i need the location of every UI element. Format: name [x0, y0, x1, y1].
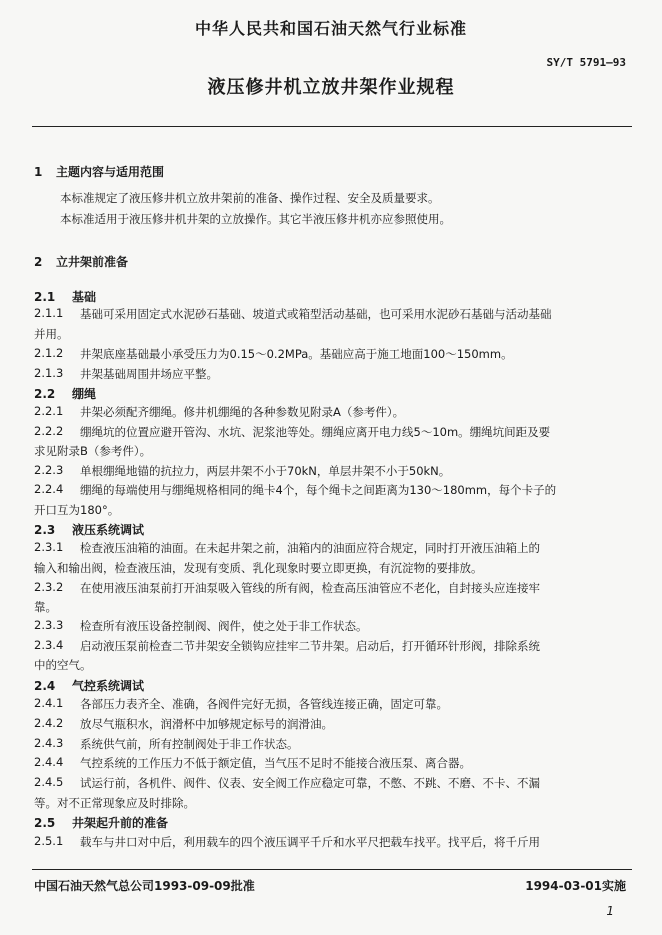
subsection-title: 气控系统调试 [72, 679, 145, 693]
clause-number: 2.2.3 [34, 463, 64, 477]
clause-2-2-2 [34, 424, 626, 440]
footer-divider [32, 869, 632, 870]
clause-number: 2.2.2 [34, 424, 64, 438]
clause-text: 单根绷绳地锚的抗拉力，两层井架不小于70kN，单层井架不小于50kN。 [80, 464, 451, 478]
clause-line-1: 绷绳的每端使用与绷绳规格相同的绳卡4个，每个绳卡之间距离为130～180mm，每个卡子的 [80, 483, 557, 497]
clause-text: 各部压力表齐全、准确，各阀件完好无损，各管线连接正确，固定可靠。 [80, 697, 448, 711]
clause-text: 井架基础周围井场应平整。 [80, 367, 218, 381]
clause-2-3-3 [34, 618, 626, 634]
clause-number: 2.1.1 [34, 306, 64, 320]
section-title: 立井架前准备 [56, 255, 129, 269]
standard-header: 中华人民共和国石油天然气行业标准 [194, 19, 467, 38]
clause-2-2-4-line-2: 开口互为180°。 [34, 503, 120, 517]
clause-number: 2.4.2 [34, 716, 64, 730]
header-divider [32, 126, 632, 127]
clause-number: 2.3.1 [34, 540, 64, 554]
clause-2-4-5 [34, 775, 626, 791]
section-title: 主题内容与适用范围 [56, 165, 165, 179]
subsection-number: 2.5 [34, 816, 56, 830]
clause-2-3-1-line-2: 输入和输出阀，检查液压油，发现有变质、乳化现象时要立即更换，有沉淀物的要排放。 [34, 561, 483, 575]
clause-line-1: 绷绳坑的位置应避开管沟、水坑、泥浆池等处。绷绳应离开电力线5～10m。绷绳坑间距及要 [80, 425, 551, 439]
clause-number: 2.3.2 [34, 580, 64, 594]
clause-number: 2.3.4 [34, 638, 64, 652]
clause-line-1: 检查液压油箱的油面。在未起井架之前，油箱内的油面应符合规定，同时打开液压油箱上的 [80, 541, 540, 555]
clause-text: 放尽气瓶积水，润滑杯中加够规定标号的润滑油。 [80, 717, 333, 731]
clause-2-3-4 [34, 638, 626, 654]
clause-number: 2.1.3 [34, 366, 64, 380]
section-1-paragraph-1: 本标准规定了液压修井机立放井架前的准备、操作过程、安全及质量要求。 [60, 191, 440, 205]
clause-line-1: 在使用液压油泵前打开油泵吸入管线的所有阀，检查高压油管应不老化，自封接头应连接牢 [80, 581, 540, 595]
clause-number: 2.4.4 [34, 755, 64, 769]
clause-2-2-1 [34, 404, 626, 420]
clause-2-3-2 [34, 580, 626, 596]
clause-number: 2.5.1 [34, 834, 64, 848]
clause-number: 2.4.3 [34, 736, 64, 750]
clause-number: 2.2.1 [34, 404, 64, 418]
section-1-paragraph-2: 本标准适用于液压修井机井架的立放操作。其它半液压修井机亦应参照使用。 [60, 212, 451, 226]
clause-2-4-2 [34, 716, 626, 732]
section-2-heading [34, 253, 128, 270]
section-1-heading [34, 163, 164, 180]
subsection-title: 基础 [72, 290, 97, 304]
clause-2-4-1 [34, 696, 626, 712]
clause-number: 2.4.1 [34, 696, 64, 710]
clause-number: 2.1.2 [34, 346, 64, 360]
clause-2-4-5-line-2: 等。对不正常现象应及时排除。 [34, 796, 195, 810]
clause-2-1-1-line-2: 并用。 [34, 327, 69, 341]
clause-2-4-4 [34, 755, 626, 771]
clause-2-2-3 [34, 463, 626, 479]
clause-2-2-2-line-2: 求见附录B（参考件）。 [34, 444, 152, 458]
clause-text: 井架必须配齐绷绳。修井机绷绳的各种参数见附录A（参考件）。 [80, 405, 405, 419]
clause-2-3-2-line-2: 靠。 [34, 600, 57, 614]
subsection-2-2-heading [34, 385, 96, 402]
clause-2-1-1 [34, 306, 626, 322]
clause-2-1-3 [34, 366, 626, 382]
clause-number: 2.3.3 [34, 618, 64, 632]
section-number: 2 [34, 255, 43, 269]
clause-text: 气控系统的工作压力不低于额定值，当气压不足时不能接合液压泵、离合器。 [80, 756, 471, 770]
subsection-2-4-heading [34, 677, 144, 694]
clause-line-1: 试运行前，各机件、阀件、仪表、安全阀工作应稳定可靠，不憋、不跳、不磨、不卡、不漏 [80, 776, 540, 790]
approval-note: 中国石油天然气总公司1993-09-09批准 [34, 879, 255, 893]
clause-number: 2.4.5 [34, 775, 64, 789]
subsection-title: 液压系统调试 [72, 523, 145, 537]
clause-2-3-4-line-2: 中的空气。 [34, 658, 92, 672]
clause-2-1-2 [34, 346, 626, 362]
page-number: 1 [606, 904, 614, 918]
clause-2-2-4 [34, 482, 626, 498]
clause-2-4-3 [34, 736, 626, 752]
subsection-number: 2.2 [34, 387, 56, 401]
subsection-title: 井架起升前的准备 [72, 816, 169, 830]
subsection-2-3-heading [34, 521, 144, 538]
section-number: 1 [34, 165, 43, 179]
clause-text: 井架底座基础最小承受压力为0.15～0.2MPa。基础应高于施工地面100～150mm。 [80, 347, 513, 361]
clause-2-3-1 [34, 540, 626, 556]
standard-code: SY/T 5791—93 [546, 56, 626, 69]
subsection-2-1-heading [34, 288, 96, 305]
clause-text: 系统供气前，所有控制阀处于非工作状态。 [80, 737, 299, 751]
clause-line-1: 基础可采用固定式水泥砂石基础、坡道式或箱型活动基础，也可采用水泥砂石基础与活动基础 [80, 307, 552, 321]
subsection-2-5-heading [34, 814, 168, 831]
clause-text: 检查所有液压设备控制阀、阀件，使之处于非工作状态。 [80, 619, 368, 633]
clause-2-5-1 [34, 834, 626, 850]
clause-number: 2.2.4 [34, 482, 64, 496]
subsection-number: 2.1 [34, 290, 56, 304]
subsection-number: 2.3 [34, 523, 56, 537]
subsection-number: 2.4 [34, 679, 56, 693]
effective-date: 1994-03-01实施 [525, 879, 626, 893]
document-title: 液压修井机立放井架作业规程 [207, 77, 455, 98]
subsection-title: 绷绳 [72, 387, 97, 401]
clause-line-1: 启动液压泵前检查二节井架安全锁钩应挂牢二节井架。启动后，打开循环针形阀，排除系统 [80, 639, 540, 653]
clause-line-1: 载车与井口对中后，利用载车的四个液压调平千斤和水平尺把载车找平。找平后，将千斤用 [80, 835, 540, 849]
